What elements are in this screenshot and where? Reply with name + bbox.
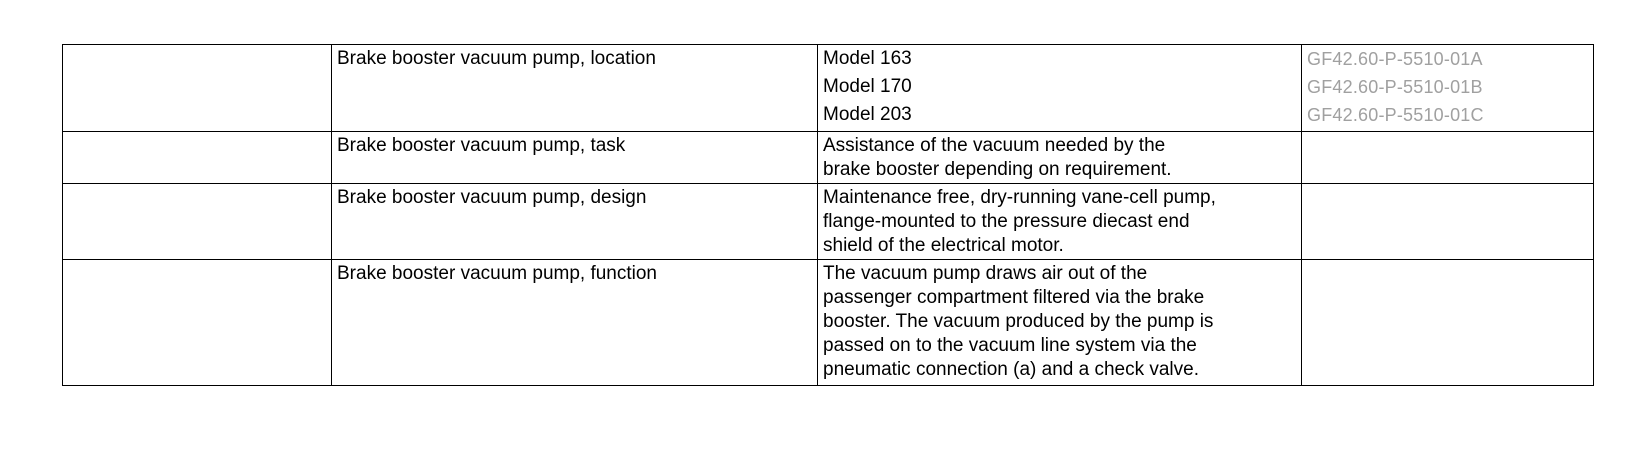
- reference-list-cell: [1302, 45, 1594, 132]
- table-row: [63, 45, 1594, 132]
- component-label: Brake booster vacuum pump, location: [337, 48, 656, 69]
- model-label: Model 203: [823, 104, 912, 125]
- table-row: [63, 260, 1594, 386]
- specification-table: [62, 44, 1594, 386]
- description-line: flange-mounted to the pressure diecast end: [823, 211, 1190, 232]
- component-label: Brake booster vacuum pump, task: [337, 135, 626, 156]
- description-line: Assistance of the vacuum needed by the: [823, 135, 1166, 156]
- empty-cell: [63, 260, 332, 386]
- empty-cell: [1302, 184, 1594, 260]
- component-cell: [332, 260, 818, 386]
- component-cell: [332, 45, 818, 132]
- description-line: pneumatic connection (a) and a check valve.: [823, 359, 1199, 380]
- component-label: Brake booster vacuum pump, function: [337, 263, 658, 284]
- description-line: Maintenance free, dry-running vane-cell pump,: [823, 187, 1216, 208]
- table-row: [63, 184, 1594, 260]
- description-line: brake booster depending on requirement.: [823, 159, 1172, 180]
- reference-link[interactable]: GF42.60-P-5510-01C: [1307, 105, 1484, 125]
- empty-cell: [1302, 132, 1594, 184]
- empty-cell: [63, 184, 332, 260]
- component-cell: [332, 184, 818, 260]
- empty-cell: [63, 45, 332, 132]
- model-label: Model 163: [823, 48, 912, 69]
- model-label: Model 170: [823, 76, 912, 97]
- table-row: [63, 132, 1594, 184]
- description-line: shield of the electrical motor.: [823, 235, 1064, 256]
- empty-cell: [1302, 260, 1594, 386]
- component-label: Brake booster vacuum pump, design: [337, 187, 647, 208]
- description-line: passenger compartment filtered via the brake: [823, 287, 1205, 308]
- model-list-cell: [818, 45, 1302, 132]
- empty-cell: [63, 132, 332, 184]
- component-cell: [332, 132, 818, 184]
- description-cell: [818, 132, 1302, 184]
- description-cell: [818, 260, 1302, 386]
- description-cell: [818, 184, 1302, 260]
- description-line: booster. The vacuum produced by the pump is: [823, 311, 1214, 332]
- reference-link[interactable]: GF42.60-P-5510-01B: [1307, 77, 1483, 97]
- reference-link[interactable]: GF42.60-P-5510-01A: [1307, 49, 1483, 69]
- description-line: The vacuum pump draws air out of the: [823, 263, 1148, 284]
- description-line: passed on to the vacuum line system via the: [823, 335, 1197, 356]
